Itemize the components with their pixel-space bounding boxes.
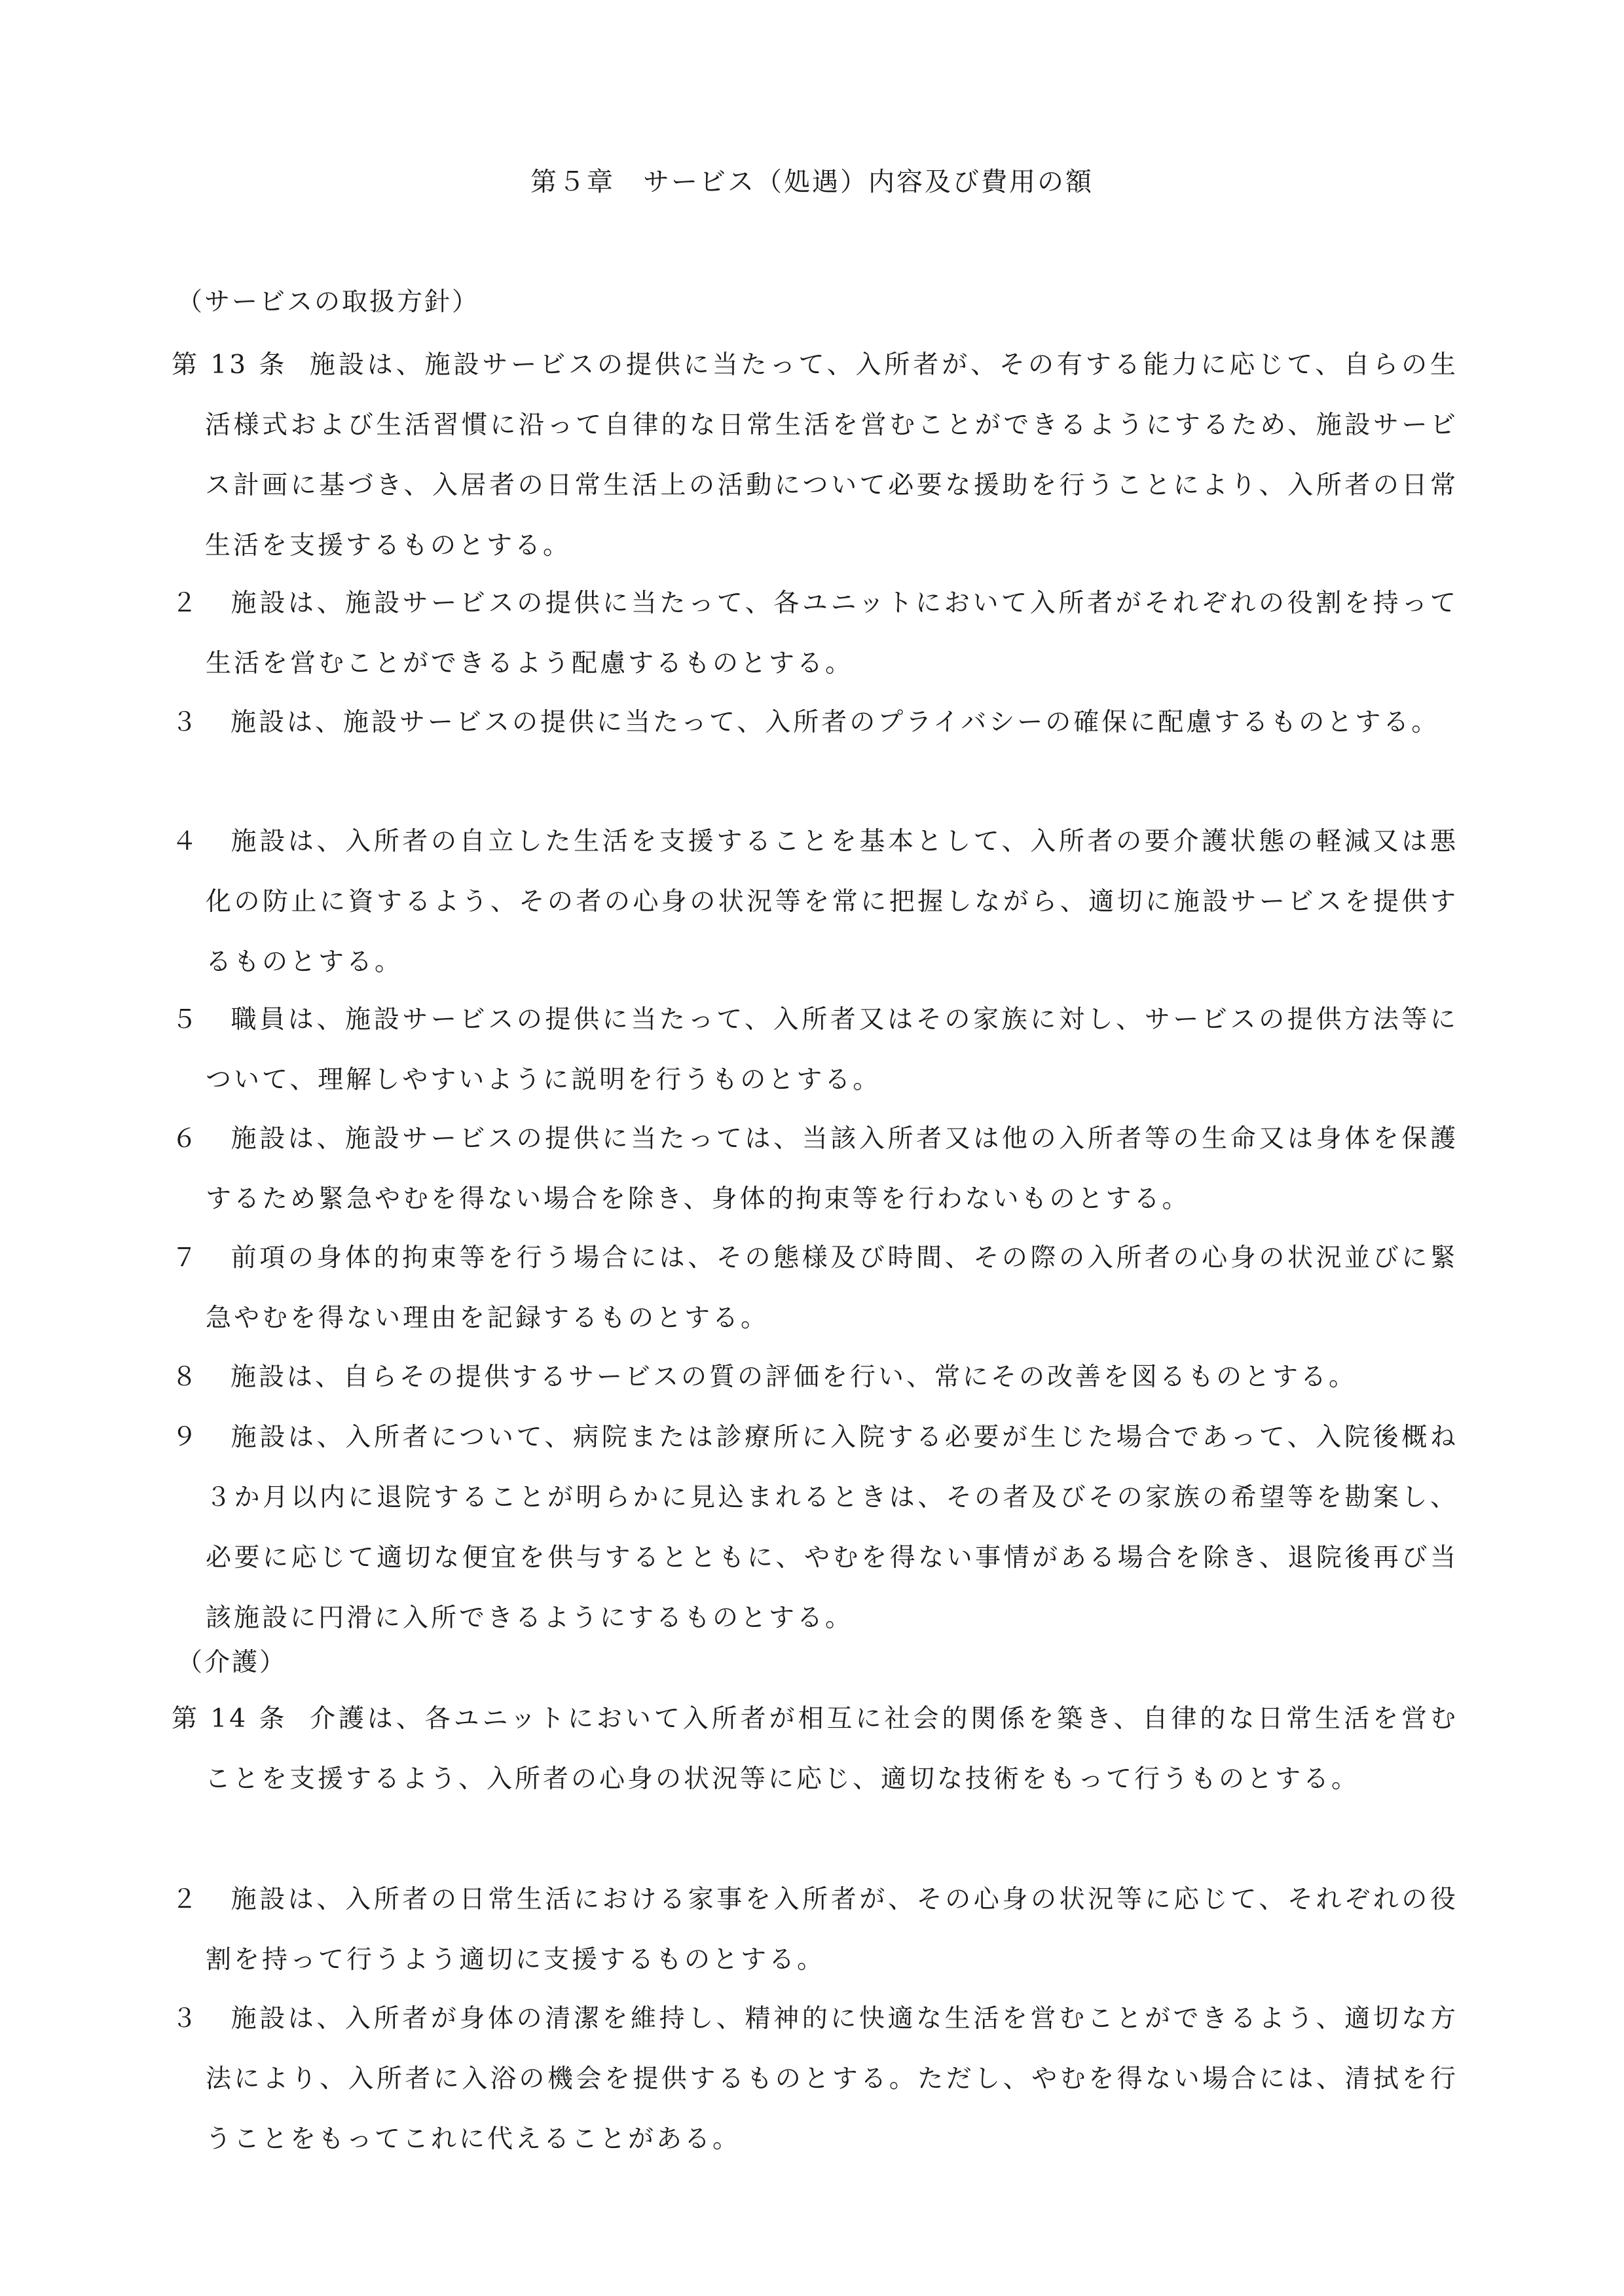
paragraph-number: ５ [172,1005,200,1034]
section-heading: （サービスの取扱方針） [177,287,480,317]
paragraph-text: 施設は、自らその提供するサービスの質の評価を行い、常にその改善を図るものとする。 [231,1362,1357,1392]
paragraph-number: ２ [172,589,200,618]
paragraph [172,1408,1458,1649]
paragraph-text: 施設は、施設サービスの提供に当たって、各ユニットにおいて入所者がそれぞれの役割を持って生活を営むことができるよう配慮するものとする。 [206,589,1458,678]
paragraph-number: ９ [172,1423,200,1452]
paragraph-text: 職員は、施設サービスの提供に当たって、入所者又はその家族に対し、サービスの提供方法等について、理解しやすいように説明を行うものとする。 [206,1005,1458,1095]
paragraph-number: ３ [172,2004,200,2033]
article-text: 施設は、施設サービスの提供に当たって、入所者が、その有する能力に応じて、自らの生活様式および生活習慣に沿って自律的な日常生活を営むことができるようにするため、施設サービス計画に基づき、入居者の日常生活上の活動について必要な援助を行うことにより、入所者の日常生活を支援するものとする。 [205,350,1458,560]
paragraph-text: 施設は、施設サービスの提供に当たっては、当該入所者又は他の入所者等の生命又は身体を保護するため緊急やむを得ない場合を除き、身体的拘束等を行わないものとする。 [206,1124,1458,1214]
paragraph-text: 施設は、入所者が身体の清潔を維持し、精神的に快適な生活を営むことができるよう、適切な方法により、入所者に入浴の機会を提供するものとする。ただし、やむを得ない場合には、清拭を行うことをもってこれに代えることがある。 [206,2004,1458,2154]
paragraph-text: 施設は、入所者について、病院または診療所に入院する必要が生じた場合であって、入院後概ね３か月以内に退院することが明らかに見込まれるときは、その者及びその家族の希望等を勘案し、必要に応じて適切な便宜を供与するとともに、やむを得ない事情がある場合を除き、退院後再び当該施設に円滑に入所できるようにするものとする。 [206,1423,1458,1633]
paragraph-text: 施設は、入所者の自立した生活を支援することを基本として、入所者の要介護状態の軽減又は悪化の防止に資するよう、その者の心身の状況等を常に把握しながら、適切に施設サービスを提供するものとする。 [206,827,1458,977]
paragraph [172,1989,1458,2170]
paragraph [172,812,1458,993]
paragraph-number: ７ [172,1243,200,1273]
chapter-title: 第５章 サービス（処遇）内容及び費用の額 [530,167,1094,197]
paragraph-text: 前項の身体的拘束等を行う場合には、その態様及び時間、その際の入所者の心身の状況並びに緊急やむを得ない理由を記録するものとする。 [206,1243,1458,1333]
paragraph-number: ３ [172,708,200,737]
paragraph-text: 施設は、施設サービスの提供に当たって、入所者のプライバシーの確保に配慮するものとする。 [231,708,1440,737]
paragraph [172,693,1458,753]
paragraph-number: ８ [172,1362,200,1392]
article-13 [172,335,1458,576]
paragraph-number: ４ [172,827,200,856]
paragraph [172,1228,1458,1349]
paragraph [172,990,1458,1110]
paragraph-number: ２ [172,1885,200,1914]
paragraph-text: 施設は、入所者の日常生活における家事を入所者が、その心身の状況等に応じて、それぞれの役割を持って行うよう適切に支援するものとする。 [206,1885,1458,1975]
article-14 [172,1689,1458,1810]
paragraph [172,1109,1458,1230]
paragraph [172,1870,1458,1990]
paragraph [172,574,1458,694]
paragraph [172,1347,1458,1408]
section-heading: （介護） [177,1648,287,1677]
article-number: 第 14 条 [172,1704,287,1734]
article-text: 介護は、各ユニットにおいて入所者が相互に社会的関係を築き、自律的な日常生活を営むことを支援するよう、入所者の心身の状況等に応じ、適切な技術をもって行うものとする。 [205,1704,1458,1794]
paragraph-number: ６ [172,1124,200,1154]
article-number: 第 13 条 [172,350,287,380]
